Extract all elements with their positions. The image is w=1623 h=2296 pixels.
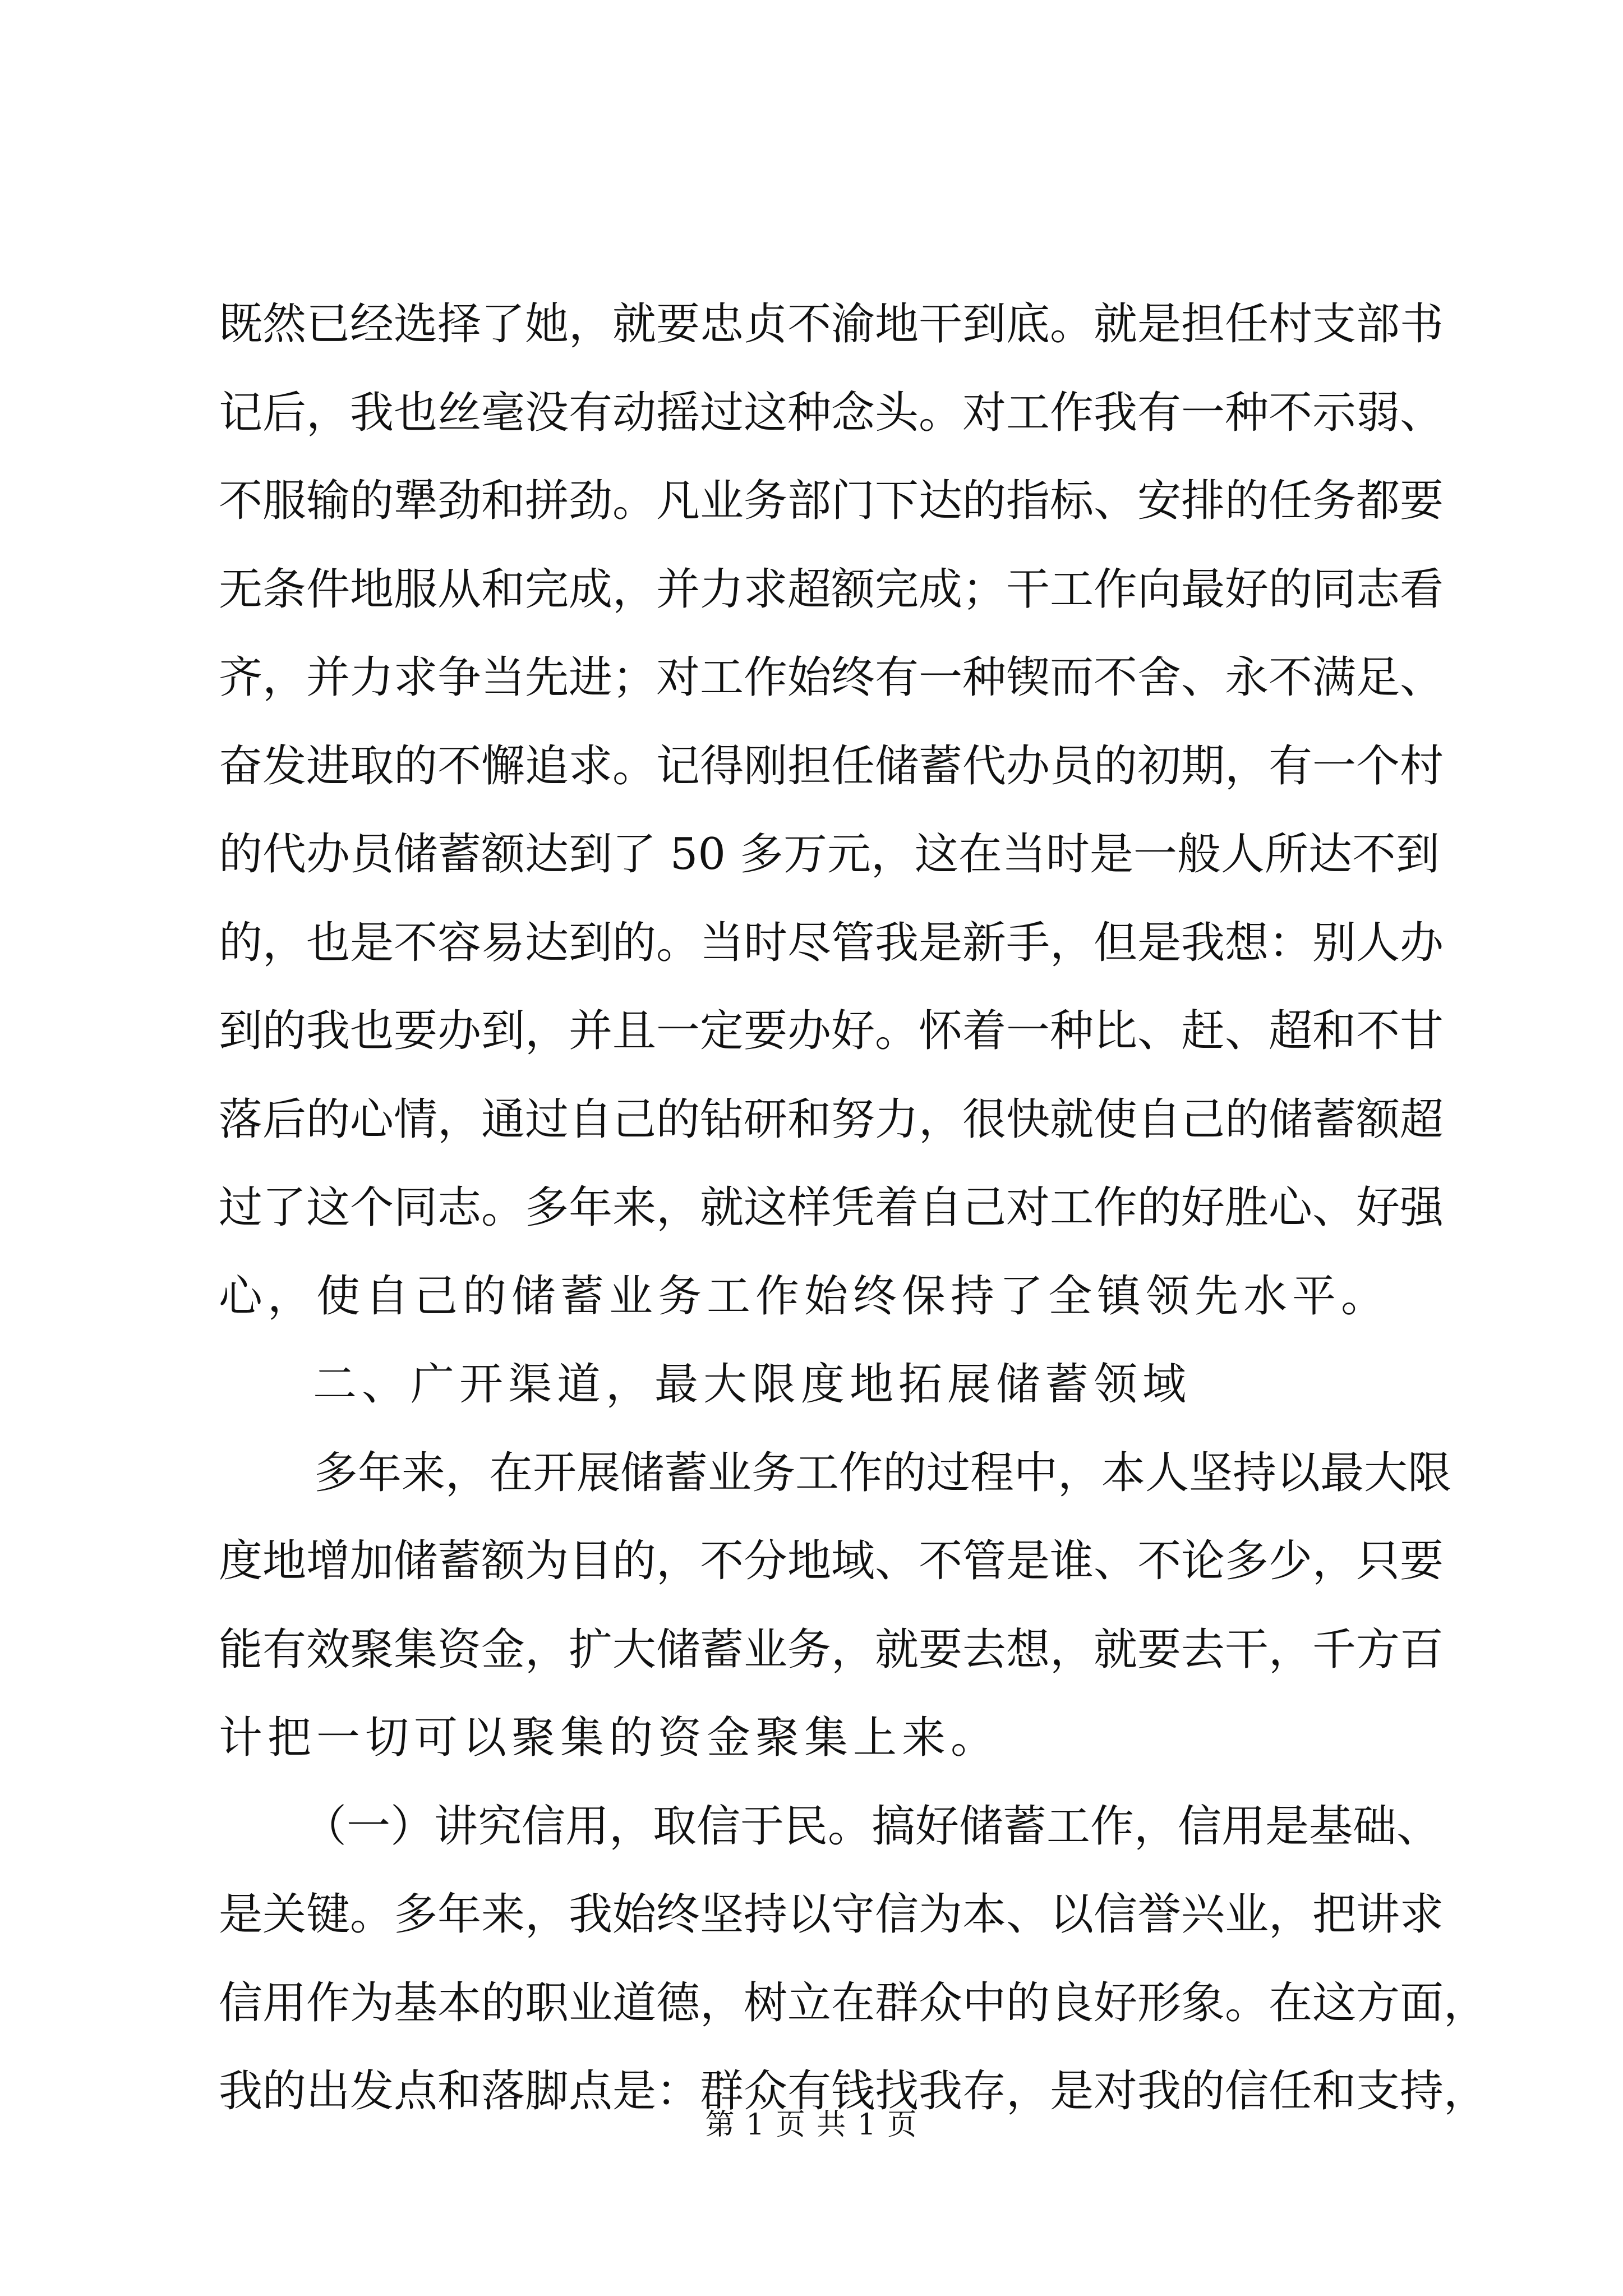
text-line: 记后，我也丝毫没有动摇过这种念头。对工作我有一种不示弱、 (219, 387, 1444, 438)
text-line: 计把一切可以聚集的资金聚集上来。 (219, 1713, 1000, 1763)
text-line: 度地增加储蓄额为目的，不分地域、不管是谁、不论多少，只要 (219, 1536, 1444, 1586)
text-line: 齐，并力求争当先进；对工作始终有一种锲而不舍、永不满足、 (219, 652, 1444, 703)
text-line: 信用作为基本的职业道德，树立在群众中的良好形象。在这方面， (219, 1977, 1488, 2028)
text-line: 是关键。多年来，我始终坚持以守信为本、以信誉兴业，把讲求 (219, 1889, 1444, 1940)
text-line: （一）讲究信用，取信于民。搞好储蓄工作，信用是基础、 (303, 1801, 1441, 1852)
text-line: 的，也是不容易达到的。当时尽管我是新手，但是我想：别人办 (219, 917, 1444, 968)
text-line: 不服输的犟劲和拼劲。凡业务部门下达的指标、安排的任务都要 (219, 476, 1444, 526)
text-line: 到的我也要办到，并且一定要办好。怀着一种比、赶、超和不甘 (219, 1006, 1444, 1056)
text-line: 既然已经选择了她，就要忠贞不渝地干到底。就是担任村支部书 (219, 299, 1444, 349)
text-line: 我的出发点和落脚点是：群众有钱找我存，是对我的信任和支持， (219, 2066, 1488, 2116)
text-line: 的代办员储蓄额达到了 50 多万元，这在当时是一般人所达不到 (219, 829, 1440, 880)
text-line: 无条件地服从和完成，并力求超额完成；干工作向最好的同志看 (219, 564, 1444, 615)
text-line: 奋发进取的不懈追求。记得刚担任储蓄代办员的初期，有一个村 (219, 740, 1444, 792)
text-line: 能有效聚集资金，扩大储蓄业务，就要去想，就要去干，千方百 (219, 1624, 1444, 1675)
text-line: 过了这个同志。多年来，就这样凭着自己对工作的好胜心、好强 (219, 1182, 1444, 1233)
page-footer: 第 1 页 共 1 页 (705, 2108, 918, 2142)
text-line: 落后的心情，通过自己的钻研和努力，很快就使自己的储蓄额超 (219, 1094, 1444, 1145)
text-line: 多年来，在开展储蓄业务工作的过程中，本人坚持以最大限 (314, 1447, 1452, 1498)
section-heading: 二、广开渠道，最大限度地拓展储蓄领域 (313, 1359, 1192, 1410)
body-text (219, 280, 1488, 2136)
text-line: 心，使自己的储蓄业务工作始终保持了全镇领先水平。 (219, 1271, 1390, 1322)
